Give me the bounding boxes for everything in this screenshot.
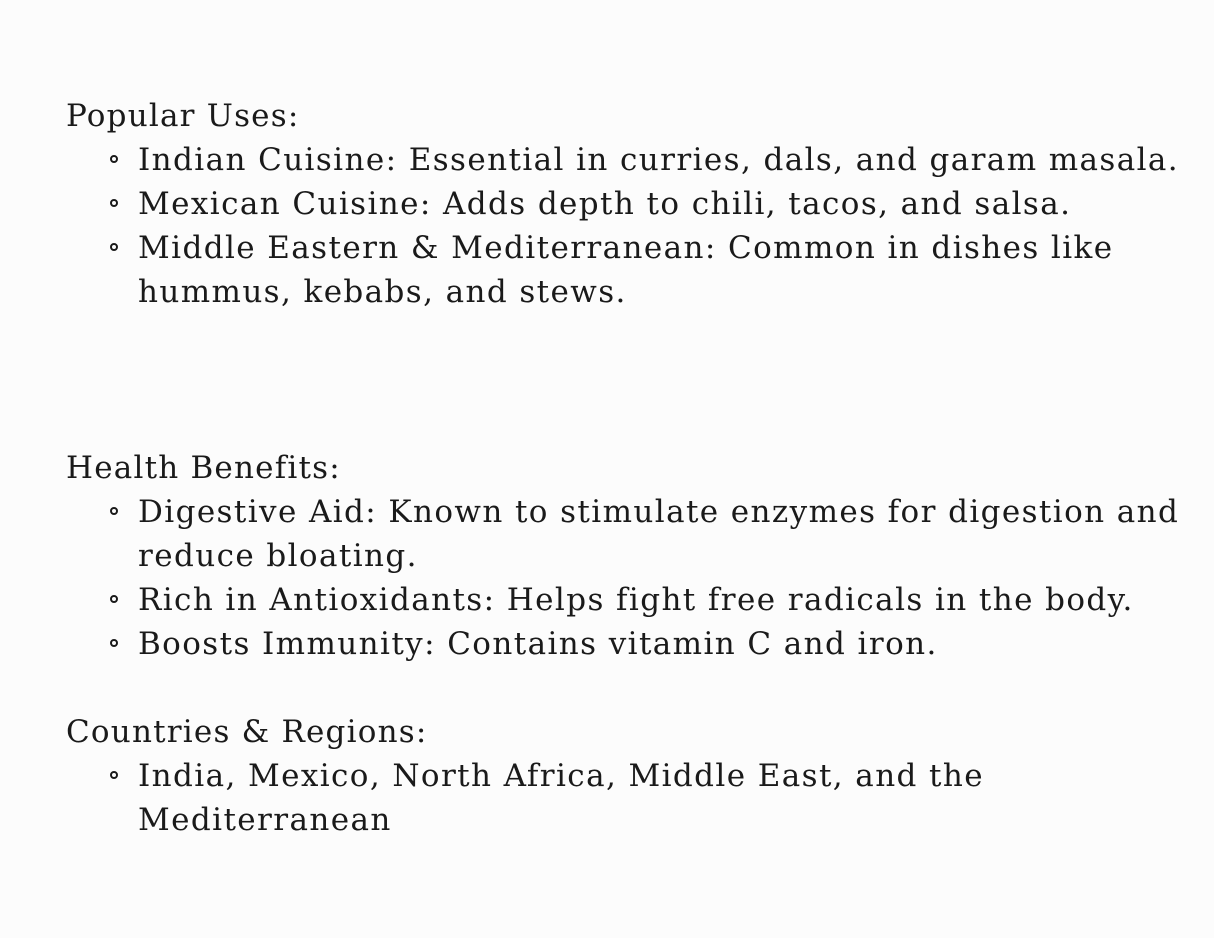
list-item-text: Indian Cuisine: Essential in curries, dals, and garam masala.	[138, 142, 1180, 178]
hollow-bullet-icon	[110, 595, 118, 603]
hollow-bullet-icon	[110, 507, 118, 515]
list-item	[66, 754, 1186, 842]
section-heading: Countries & Regions:	[66, 714, 428, 750]
hollow-bullet-icon	[110, 199, 118, 207]
list-item	[66, 138, 1186, 182]
section-popular-uses	[66, 94, 1186, 314]
bullet-list	[66, 754, 1186, 842]
list-item-text: Mexican Cuisine: Adds depth to chili, tacos, and salsa.	[138, 186, 1072, 222]
hollow-bullet-icon	[110, 639, 118, 647]
section-heading: Popular Uses:	[66, 98, 300, 134]
list-item-text: Middle Eastern & Mediterranean: Common in dishes like hummus, kebabs, and stews.	[138, 230, 1114, 310]
section-health-benefits	[66, 446, 1186, 666]
list-item	[66, 182, 1186, 226]
section-heading: Health Benefits:	[66, 450, 341, 486]
hollow-bullet-icon	[110, 771, 118, 779]
list-item	[66, 578, 1186, 622]
list-item	[66, 226, 1186, 314]
list-item	[66, 622, 1186, 666]
list-item	[66, 490, 1186, 578]
hollow-bullet-icon	[110, 155, 118, 163]
section-countries-regions	[66, 710, 1186, 842]
list-item-text: Digestive Aid: Known to stimulate enzymes for digestion and reduce bloating.	[138, 494, 1180, 574]
hollow-bullet-icon	[110, 243, 118, 251]
bullet-list	[66, 490, 1186, 666]
bullet-list	[66, 138, 1186, 314]
list-item-text: Boosts Immunity: Contains vitamin C and iron.	[138, 626, 938, 662]
list-item-text: India, Mexico, North Africa, Middle East, and the Mediterranean	[138, 758, 985, 838]
list-item-text: Rich in Antioxidants: Helps fight free radicals in the body.	[138, 582, 1134, 618]
